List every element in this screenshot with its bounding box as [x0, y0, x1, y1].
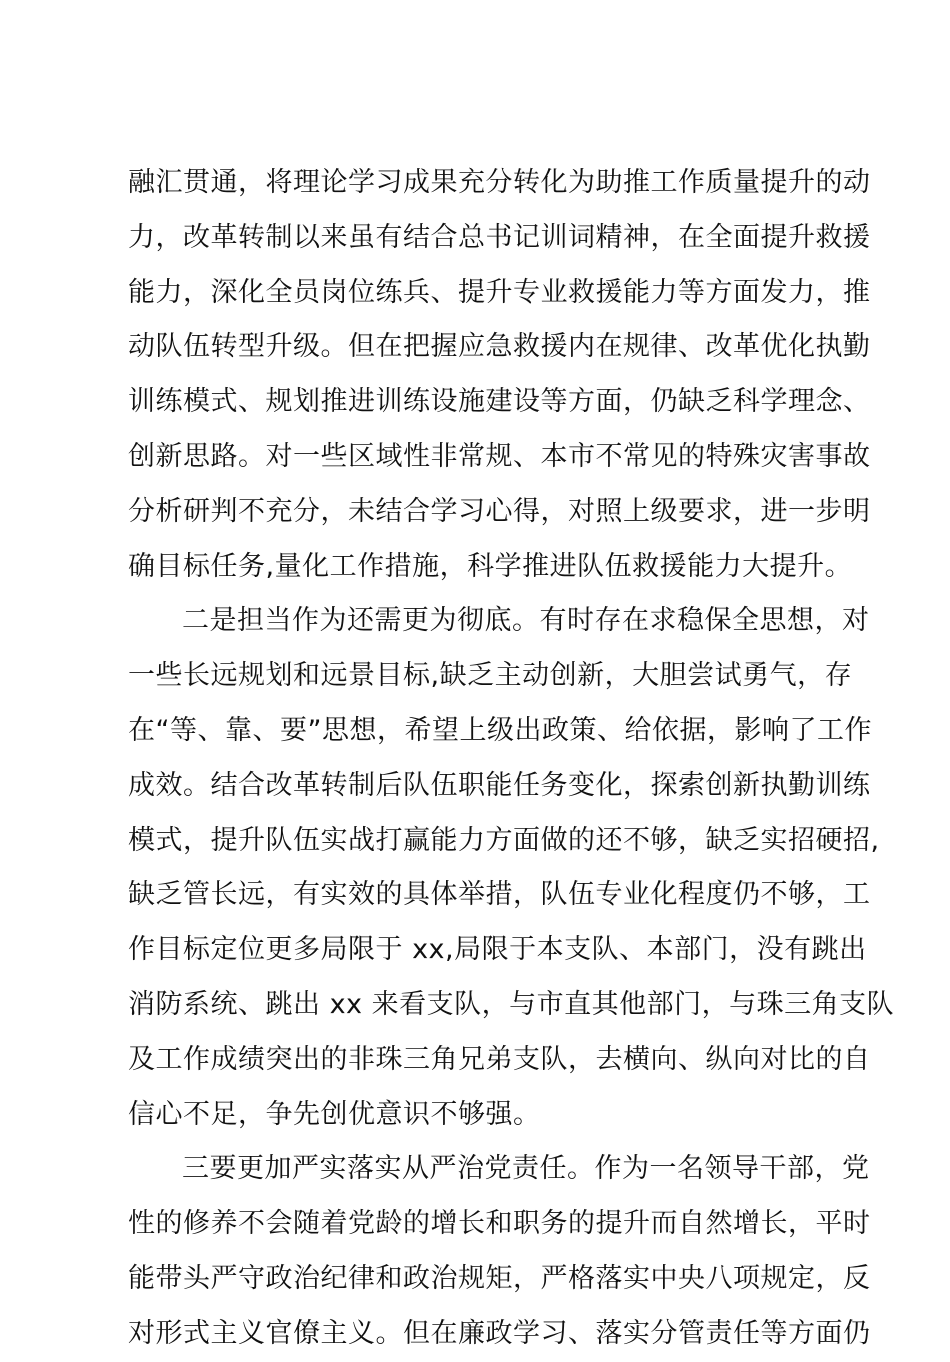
paragraph-line: 分析研判不充分，未结合学习心得，对照上级要求，进一步明 [128, 495, 871, 527]
paragraph-line: 二是担当作为还需更为彻底。有时存在求稳保全思想，对 [182, 605, 870, 637]
paragraph-line: 能力，深化全员岗位练兵、提升专业救援能力等方面发力，推 [128, 276, 871, 308]
paragraph-line: 信心不足，争先创优意识不够强。 [128, 1098, 541, 1130]
paragraph-line: 模式，提升队伍实战打赢能力方面做的还不够，缺乏实招硬招, [128, 824, 880, 856]
paragraph-line: 融汇贯通，将理论学习成果充分转化为助推工作质量提升的动 [128, 167, 871, 198]
paragraph-1 [128, 156, 871, 594]
paragraph-line: 一些长远规划和远景目标,缺乏主动创新，大胆尝试勇气，存 [128, 660, 853, 692]
paragraph-line: 消防系统、跳出 xx 来看支队，与市直其他部门，与珠三角支队 [128, 988, 895, 1020]
paragraph-line: 力，改革转制以来虽有结合总书记训词精神，在全面提升救援 [128, 221, 871, 253]
paragraph-line: 创新思路。对一些区域性非常规、本市不常见的特殊灾害事故 [128, 440, 871, 472]
paragraph-line: 动队伍转型升级。但在把握应急救援内在规律、改革优化执勤 [128, 331, 871, 363]
paragraph-line: 缺乏管长远，有实效的具体举措，队伍专业化程度仍不够，工 [128, 879, 871, 911]
paragraph-line: 确目标任务,量化工作措施，科学推进队伍救援能力大提升。 [128, 550, 853, 582]
paragraph-line: 对形式主义官僚主义。但在廉政学习、落实分管责任等方面仍 [128, 1317, 871, 1349]
paragraph-line: 在“等、靠、要”思想，希望上级出政策、给依据，影响了工作 [128, 714, 872, 746]
document-body [128, 156, 895, 1362]
paragraph-line: 能带头严守政治纪律和政治规矩，严格落实中央八项规定，反 [128, 1262, 871, 1294]
paragraph-line: 性的修养不会随着党龄的增长和职务的提升而自然增长，平时 [128, 1208, 871, 1240]
paragraph-2 [128, 594, 895, 1142]
paragraph-line: 三要更加严实落实从严治党责任。作为一名领导干部，党 [182, 1153, 870, 1185]
paragraph-line: 及工作成绩突出的非珠三角兄弟支队，去横向、纵向对比的自 [128, 1043, 871, 1075]
paragraph-line: 成效。结合改革转制后队伍职能任务变化，探索创新执勤训练 [128, 769, 871, 801]
paragraph-3 [128, 1142, 871, 1361]
paragraph-line: 训练模式、规划推进训练设施建设等方面，仍缺乏科学理念、 [128, 386, 871, 418]
paragraph-line: 作目标定位更多局限于 xx,局限于本支队、本部门，没有跳出 [128, 934, 867, 966]
